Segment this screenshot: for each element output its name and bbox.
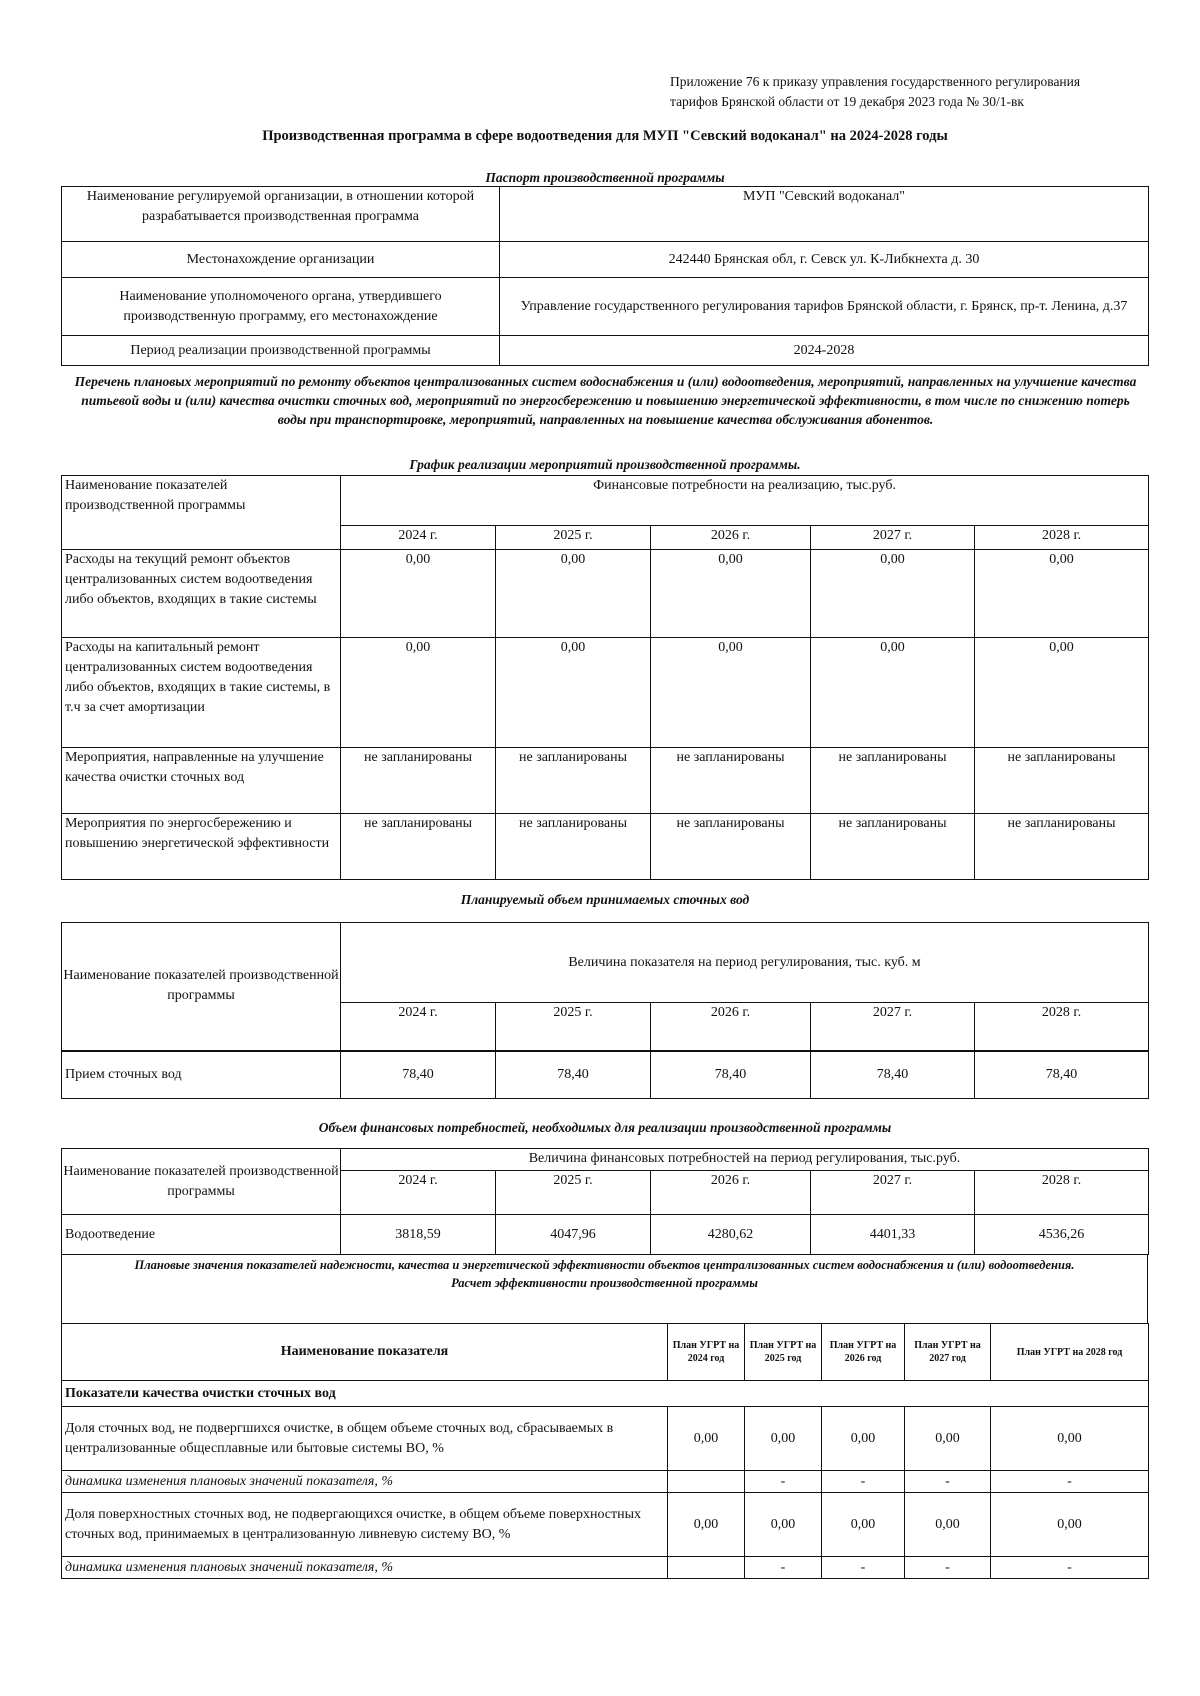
passport-label-location: Местонахождение организации	[62, 242, 500, 278]
measures-row-label: Расходы на капитальный ремонт централизованных систем водоотведения либо объектов, входящих в такие системы, в т.ч за счет амортизации	[62, 638, 341, 748]
indicators-cell: 0,00	[905, 1493, 991, 1557]
measures-year: 2024 г.	[341, 526, 496, 550]
indicators-caption: Плановые значения показателей надежности, качества и энергетической эффективности объектов централизованных систем водоснабжения и (или) водоотведения.	[134, 1258, 1075, 1272]
indicators-row-label: Доля сточных вод, не подвергшихся очистке, в общем объеме сточных вод, сбрасываемых в централизованные общесплавные или бытовые системы ВО, %	[62, 1407, 668, 1471]
indicators-head-label: Наименование показателя	[62, 1324, 668, 1381]
indicators-row-label: Доля поверхностных сточных вод, не подвергающихся очистке, в общем объеме поверхностных сточных вод, принимаемых в централизованную ливневую систему ВО, %	[62, 1493, 668, 1557]
finance-cell: 4280,62	[651, 1215, 811, 1255]
volume-cell: 78,40	[811, 1051, 975, 1099]
measures-cell: не запланированы	[651, 748, 811, 814]
measures-year: 2025 г.	[496, 526, 651, 550]
indicators-cell: -	[905, 1557, 991, 1579]
volume-head-label: Наименование показателей производственной программы	[62, 923, 341, 1051]
finance-head-label: Наименование показателей производственной программы	[62, 1149, 341, 1215]
volume-year: 2025 г.	[496, 1003, 651, 1051]
measures-cell: не запланированы	[975, 748, 1149, 814]
finance-cell: 4401,33	[811, 1215, 975, 1255]
volume-year: 2026 г.	[651, 1003, 811, 1051]
measures-caption: Перечень плановых мероприятий по ремонту объектов централизованных систем водоснабжения и (или) водоотведения, мероприятий, направленных на улучшение качества питьевой воды и (или) качества очистки сточных вод, мероприятий по энергосбережению и повышению энергетической эффективности, в том числе по снижению потерь воды при транспортировке, мероприятий, направленных на повышение качества обслуживания абонентов.	[74, 374, 1137, 427]
indicators-cell: 0,00	[905, 1407, 991, 1471]
finance-year: 2024 г.	[341, 1171, 496, 1215]
indicators-cell: 0,00	[822, 1407, 905, 1471]
measures-cell: 0,00	[341, 550, 496, 638]
table-row	[62, 748, 1149, 814]
measures-row-label: Мероприятия, направленные на улучшение качества очистки сточных вод	[62, 748, 341, 814]
indicators-cell: 0,00	[822, 1493, 905, 1557]
measures-year: 2027 г.	[811, 526, 975, 550]
appendix-note-line-2: тарифов Брянской области от 19 декабря 2023 года № 30/1-вк	[670, 94, 1024, 109]
volume-cell: 78,40	[975, 1051, 1149, 1099]
finance-year: 2025 г.	[496, 1171, 651, 1215]
measures-cell: 0,00	[496, 638, 651, 748]
indicators-cell: 0,00	[745, 1407, 822, 1471]
indicators-cell: -	[822, 1471, 905, 1493]
table-row	[62, 1051, 1149, 1099]
indicators-row-label: динамика изменения плановых значений показателя, %	[62, 1557, 668, 1579]
measures-subcaption: График реализации мероприятий производственной программы.	[409, 457, 801, 472]
measures-cell: 0,00	[811, 550, 975, 638]
measures-cell: не запланированы	[496, 814, 651, 880]
measures-cell: не запланированы	[975, 814, 1149, 880]
indicators-head-col: План УГРТ на 2026 год	[822, 1324, 905, 1381]
finance-head-group: Величина финансовых потребностей на период регулирования, тыс.руб.	[341, 1149, 1149, 1171]
measures-cell: не запланированы	[651, 814, 811, 880]
volume-year: 2024 г.	[341, 1003, 496, 1051]
appendix-note-line-1: Приложение 76 к приказу управления государственного регулирования	[670, 74, 1081, 89]
table-row	[62, 638, 1149, 748]
table-row	[62, 1493, 1149, 1557]
passport-value-authority: Управление государственного регулирования тарифов Брянской области, г. Брянск, пр-т. Ленина, д.37	[500, 278, 1149, 336]
volume-cell: 78,40	[496, 1051, 651, 1099]
indicators-head-col: План УГРТ на 2028 год	[991, 1324, 1149, 1381]
table-row	[62, 814, 1149, 880]
table-row	[62, 1215, 1149, 1255]
volume-year: 2028 г.	[975, 1003, 1149, 1051]
indicators-cell	[668, 1471, 745, 1493]
passport-value-location: 242440 Брянская обл, г. Севск ул. К-Либкнехта д. 30	[500, 242, 1149, 278]
volume-cell: 78,40	[341, 1051, 496, 1099]
indicators-cell: -	[822, 1557, 905, 1579]
measures-cell: не запланированы	[496, 748, 651, 814]
volume-head-group: Величина показателя на период регулирования, тыс. куб. м	[341, 923, 1149, 1003]
measures-year: 2026 г.	[651, 526, 811, 550]
table-row	[62, 1471, 1149, 1493]
indicators-group-title: Показатели качества очистки сточных вод	[62, 1381, 1149, 1407]
indicators-subcaption: Расчет эффективности производственной программы	[451, 1276, 758, 1290]
measures-cell: 0,00	[975, 550, 1149, 638]
measures-row-label: Расходы на текущий ремонт объектов централизованных систем водоотведения либо объектов, входящих в такие системы	[62, 550, 341, 638]
volume-table	[61, 922, 1149, 1099]
passport-table	[61, 186, 1149, 366]
indicators-head-col: План УГРТ на 2027 год	[905, 1324, 991, 1381]
document-title: Производственная программа в сфере водоотведения для МУП "Севский водоканал" на 2024-2028 годы	[262, 128, 948, 144]
measures-cell: 0,00	[975, 638, 1149, 748]
measures-cell: 0,00	[811, 638, 975, 748]
passport-value-period: 2024-2028	[500, 336, 1149, 366]
finance-year: 2027 г.	[811, 1171, 975, 1215]
indicators-cell: -	[745, 1557, 822, 1579]
table-row	[62, 550, 1149, 638]
indicators-cell: -	[745, 1471, 822, 1493]
finance-year: 2028 г.	[975, 1171, 1149, 1215]
indicators-head-col: План УГРТ на 2025 год	[745, 1324, 822, 1381]
passport-label-organization: Наименование регулируемой организации, в отношении которой разрабатывается производственная программа	[62, 187, 500, 242]
passport-caption: Паспорт производственной программы	[485, 170, 725, 185]
finance-year: 2026 г.	[651, 1171, 811, 1215]
measures-cell: не запланированы	[341, 748, 496, 814]
measures-cell: не запланированы	[811, 748, 975, 814]
indicators-cell: 0,00	[745, 1493, 822, 1557]
measures-cell: 0,00	[651, 638, 811, 748]
volume-year: 2027 г.	[811, 1003, 975, 1051]
measures-table	[61, 475, 1149, 880]
indicators-cell: 0,00	[668, 1493, 745, 1557]
indicators-row-label: динамика изменения плановых значений показателя, %	[62, 1471, 668, 1493]
indicators-cell: 0,00	[991, 1493, 1149, 1557]
volume-caption: Планируемый объем принимаемых сточных вод	[460, 892, 750, 907]
measures-cell: не запланированы	[811, 814, 975, 880]
measures-head-label: Наименование показателей производственной программы	[62, 476, 341, 550]
measures-cell: не запланированы	[341, 814, 496, 880]
indicators-cell: -	[991, 1471, 1149, 1493]
finance-cell: 3818,59	[341, 1215, 496, 1255]
indicators-caption-box	[61, 1254, 1148, 1324]
measures-cell: 0,00	[341, 638, 496, 748]
volume-row-label: Прием сточных вод	[62, 1051, 341, 1099]
indicators-cell: 0,00	[668, 1407, 745, 1471]
table-row	[62, 1557, 1149, 1579]
measures-cell: 0,00	[496, 550, 651, 638]
measures-cell: 0,00	[651, 550, 811, 638]
finance-caption: Объем финансовых потребностей, необходимых для реализации производственной программы	[318, 1120, 892, 1135]
indicators-cell: -	[905, 1471, 991, 1493]
passport-value-organization: МУП "Севский водоканал"	[500, 187, 1149, 242]
finance-cell: 4047,96	[496, 1215, 651, 1255]
finance-row-label: Водоотведение	[62, 1215, 341, 1255]
passport-label-authority: Наименование уполномоченого органа, утвердившего производственную программу, его местонахождение	[62, 278, 500, 336]
indicators-head-col: План УГРТ на 2024 год	[668, 1324, 745, 1381]
finance-table	[61, 1148, 1149, 1255]
indicators-table	[61, 1323, 1149, 1579]
measures-year: 2028 г.	[975, 526, 1149, 550]
indicators-cell: -	[991, 1557, 1149, 1579]
measures-row-label: Мероприятия по энергосбережению и повышению энергетической эффективности	[62, 814, 341, 880]
volume-cell: 78,40	[651, 1051, 811, 1099]
finance-cell: 4536,26	[975, 1215, 1149, 1255]
appendix-note	[670, 72, 1170, 112]
measures-head-group: Финансовые потребности на реализацию, тыс.руб.	[341, 476, 1149, 526]
indicators-cell: 0,00	[991, 1407, 1149, 1471]
passport-label-period: Период реализации производственной программы	[62, 336, 500, 366]
indicators-cell	[668, 1557, 745, 1579]
table-row	[62, 1407, 1149, 1471]
